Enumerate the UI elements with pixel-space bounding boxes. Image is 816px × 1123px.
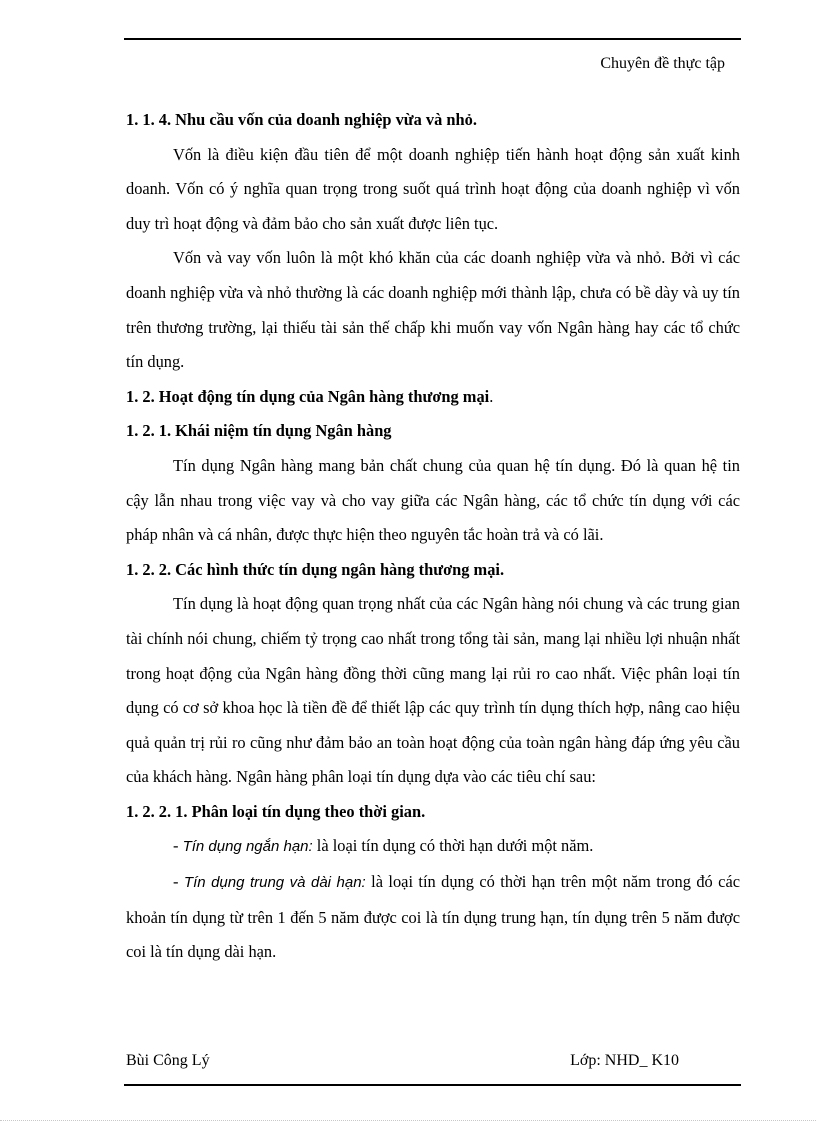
footer-class: Lớp: NHD_ K10 bbox=[570, 1052, 679, 1069]
bullet-medium-long-term bbox=[126, 865, 740, 970]
paragraph-capital-difficulty: Vốn và vay vốn luôn là một khó khăn của các doanh nghiệp vừa và nhỏ. Bởi vì các doanh nghiệp vừa và nhỏ thường là các doanh nghiệp mới thành lập, chưa có bề dày và uy tín trên thương trường, lại thiếu tài sản thế chấp khi muốn vay vốn Ngân hàng hay các tổ chức tín dụng. bbox=[126, 248, 740, 372]
page-edge-dotted-line bbox=[0, 1120, 816, 1121]
heading-1-2-2: 1. 2. 2. Các hình thức tín dụng ngân hàng thương mại. bbox=[126, 559, 505, 579]
paragraph-credit-concept: Tín dụng Ngân hàng mang bản chất chung của quan hệ tín dụng. Đó là quan hệ tin cậy lẫn nhau trong việc vay và cho vay giữa các Ngân hàng, các tổ chức tín dụng với các pháp nhân và cá nhân, được thực hiện theo nguyên tắc hoàn trả và có lãi. bbox=[126, 455, 740, 545]
bullet-dash: - bbox=[173, 872, 184, 892]
bullet-short-term-text: là loại tín dụng có thời hạn dưới một năm. bbox=[312, 836, 594, 856]
heading-1-2-text: 1. 2. Hoạt động tín dụng của Ngân hàng thương mại bbox=[126, 386, 490, 406]
bullet-dash: - bbox=[173, 836, 183, 856]
heading-1-1-4: 1. 1. 4. Nhu cầu vốn của doanh nghiệp vừa và nhỏ. bbox=[126, 110, 477, 129]
heading-1-2-dot: . bbox=[489, 386, 494, 406]
header-rule bbox=[124, 38, 741, 40]
paragraph-capital-role: Vốn là điều kiện đầu tiên để một doanh nghiệp tiến hành hoạt động sản xuất kinh doanh. Vốn có ý nghĩa quan trọng trong suốt quá trình hoạt động của doanh nghiệp vì vốn duy trì hoạt động và đảm bảo cho sản xuất được liên tục. bbox=[126, 144, 740, 233]
bullet-short-term bbox=[126, 829, 740, 865]
page-body bbox=[126, 103, 740, 970]
paragraph-credit-forms: Tín dụng là hoạt động quan trọng nhất của các Ngân hàng nói chung và các trung gian tài chính nói chung, chiếm tỷ trọng cao nhất trong tổng tài sản, mang lại nhiều lợi nhuận nhất trong hoạt động của Ngân hàng đồng thời cũng mang lại rủi ro cao nhất. Việc phân loại tín dụng có cơ sở khoa học là tiền đề để thiết lập các quy trình tín dụng thích hợp, nâng cao hiệu quả quản trị rủi ro cũng như đảm bảo an toàn hoạt động của toàn ngân hàng đáp ứng yêu cầu của khách hàng. Ngân hàng phân loại tín dụng dựa vào các tiêu chí sau: bbox=[126, 594, 740, 787]
footer-author: Bùi Công Lý bbox=[126, 1052, 210, 1069]
term-short-term: Tín dụng ngắn hạn: bbox=[182, 838, 313, 856]
bullet-medium-long-term-text: là loại tín dụng có thời hạn trên một năm trong đó các khoản tín dụng từ trên 1 đến 5 năm được coi là tín dụng trung hạn, tín dụng trên 5 năm được coi là tín dụng dài hạn. bbox=[126, 872, 740, 962]
heading-1-2 bbox=[126, 380, 740, 415]
footer-rule bbox=[124, 1084, 741, 1086]
term-medium-long-term: Tín dụng trung và dài hạn: bbox=[183, 874, 366, 892]
heading-1-2-1: 1. 2. 1. Khái niệm tín dụng Ngân hàng bbox=[126, 421, 392, 441]
heading-1-2-2-1: 1. 2. 2. 1. Phân loại tín dụng theo thời gian. bbox=[126, 801, 426, 821]
header-title: Chuyên đề thực tập bbox=[600, 55, 725, 72]
